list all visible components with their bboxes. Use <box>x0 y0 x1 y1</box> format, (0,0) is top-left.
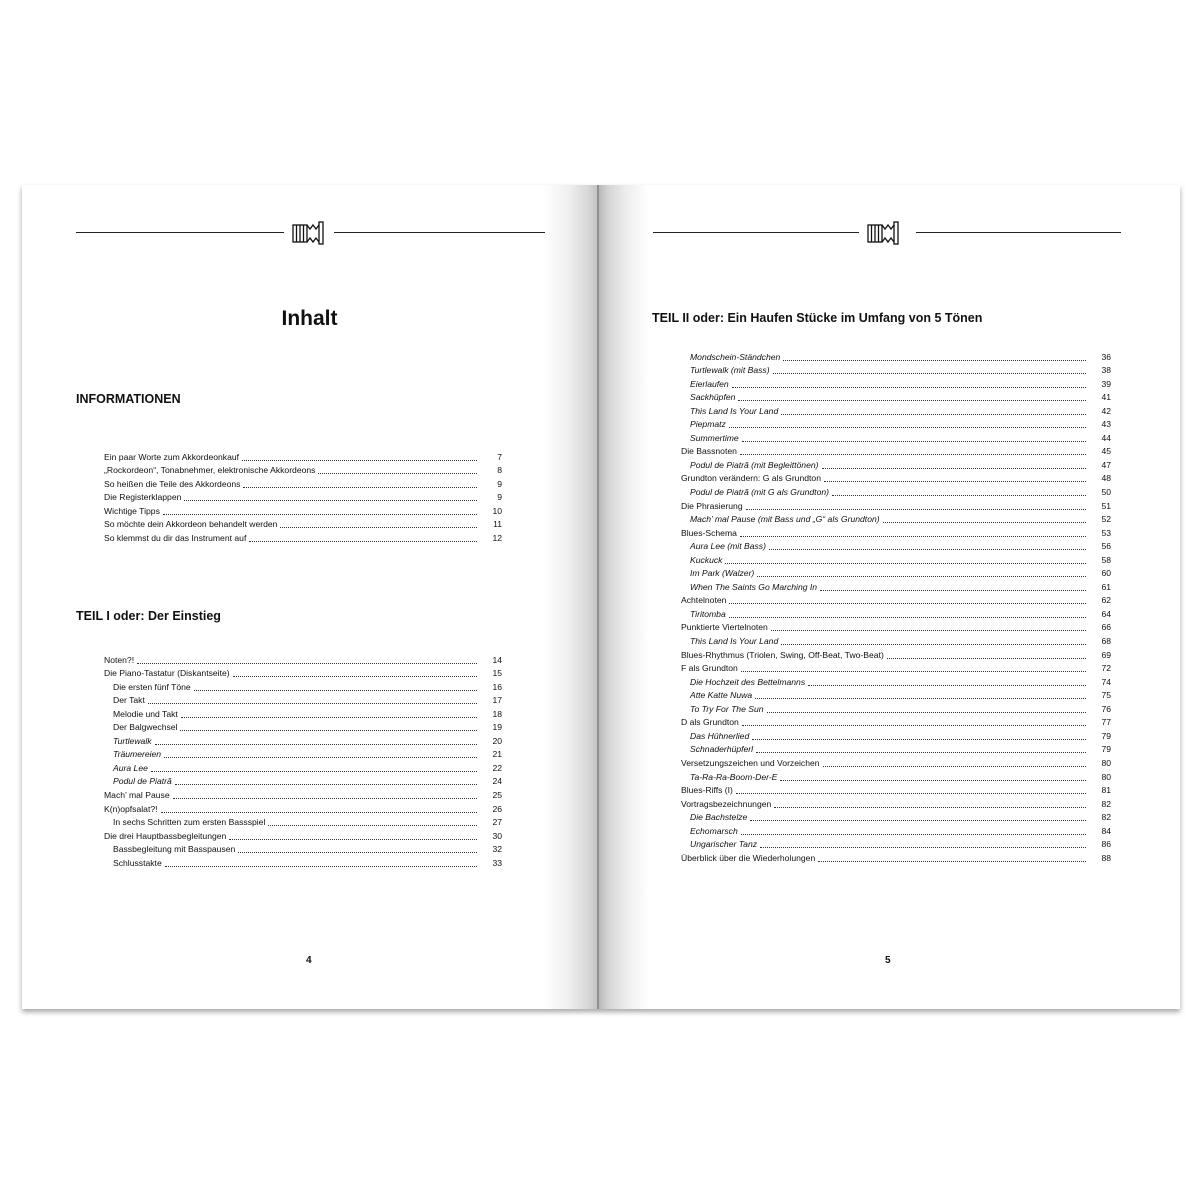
toc-entry <box>681 620 1111 634</box>
toc-entry-title: Podul de Piatră (mit G als Grundton) <box>690 487 829 498</box>
toc-list-teil-2 <box>681 349 1111 864</box>
dot-leader <box>229 839 477 840</box>
toc-entry-page: 76 <box>1101 703 1111 714</box>
dot-leader <box>756 752 1086 753</box>
dot-leader <box>725 563 1086 564</box>
toc-entry-page: 26 <box>492 803 502 814</box>
toc-entry-title: Turtlewalk <box>113 735 152 746</box>
toc-entry <box>104 476 502 490</box>
toc-entry-page: 16 <box>492 681 502 692</box>
toc-entry-page: 8 <box>497 465 502 476</box>
toc-entry-page: 88 <box>1101 852 1111 863</box>
toc-entry-title: Blues-Riffs (I) <box>681 785 733 796</box>
dot-leader <box>752 739 1086 740</box>
toc-entry <box>681 444 1111 458</box>
toc-entry <box>681 430 1111 444</box>
toc-entry-page: 74 <box>1101 676 1111 687</box>
toc-entry-page: 86 <box>1101 839 1111 850</box>
toc-entry <box>681 647 1111 661</box>
toc-entry-title: Überblick über die Wiederholungen <box>681 852 816 863</box>
toc-entry-page: 62 <box>1101 595 1111 606</box>
toc-list-informationen <box>104 449 502 544</box>
section-heading-teil-1: TEIL I oder: Der Einstieg <box>76 609 221 623</box>
toc-entry <box>681 810 1111 824</box>
toc-entry <box>104 666 502 680</box>
toc-entry-title: Blues-Rhythmus (Triolen, Swing, Off-Beat, Two-Beat) <box>681 649 884 660</box>
toc-entry-page: 52 <box>1101 514 1111 525</box>
toc-entry-title: So klemmst du dir das Instrument auf <box>104 532 247 543</box>
dot-leader <box>233 676 477 677</box>
header-rule-left <box>76 232 284 233</box>
toc-entry <box>681 701 1111 715</box>
dot-leader <box>741 834 1086 835</box>
toc-entry <box>104 449 502 463</box>
page-number: 4 <box>306 955 312 966</box>
toc-entry-page: 32 <box>492 844 502 855</box>
dot-leader <box>820 590 1086 591</box>
dot-leader <box>180 730 477 731</box>
toc-entry-page: 44 <box>1101 432 1111 443</box>
accordion-icon <box>290 218 326 248</box>
toc-entry <box>104 517 502 531</box>
toc-entry-page: 11 <box>493 519 502 530</box>
toc-entry <box>681 742 1111 756</box>
right-page <box>599 185 1180 1009</box>
page-title: Inhalt <box>281 307 338 330</box>
toc-entry-title: K(n)opfsalat?! <box>104 803 158 814</box>
toc-entry-title: When The Saints Go Marching In <box>690 581 818 592</box>
toc-entry-title: Mondschein-Ständchen <box>690 351 781 362</box>
toc-entry <box>104 679 502 693</box>
toc-entry <box>681 579 1111 593</box>
dot-leader <box>729 603 1086 604</box>
toc-entry-page: 42 <box>1101 405 1111 416</box>
dot-leader <box>824 481 1086 482</box>
toc-entry-page: 41 <box>1101 392 1111 403</box>
toc-entry-title: Punktierte Viertelnoten <box>681 622 768 633</box>
toc-entry <box>681 390 1111 404</box>
toc-entry <box>104 774 502 788</box>
toc-entry-page: 64 <box>1101 608 1111 619</box>
toc-entry <box>681 539 1111 553</box>
section-heading-informationen: INFORMATIONEN <box>76 392 181 406</box>
toc-entry-title: Schnaderhüpferl <box>690 744 754 755</box>
toc-entry-title: Die Piano-Tastatur (Diskantseite) <box>104 668 230 679</box>
toc-entry-title: Die Registerklappen <box>104 492 182 503</box>
toc-entry-title: Atte Katte Nuwa <box>690 690 753 701</box>
dot-leader <box>738 400 1086 401</box>
toc-entry <box>681 661 1111 675</box>
toc-entry-title: Vortragsbezeichnungen <box>681 798 772 809</box>
toc-entry <box>681 688 1111 702</box>
toc-entry-page: 7 <box>497 451 502 462</box>
toc-entry-page: 9 <box>497 478 502 489</box>
toc-entry-title: Melodie und Takt <box>113 708 178 719</box>
toc-entry-page: 50 <box>1101 487 1111 498</box>
toc-entry-page: 72 <box>1101 663 1111 674</box>
toc-entry-page: 12 <box>492 532 502 543</box>
toc-entry <box>104 706 502 720</box>
dot-leader <box>184 500 477 501</box>
toc-entry-title: Ein paar Worte zum Akkordeonkauf <box>104 451 240 462</box>
toc-entry-page: 81 <box>1101 785 1111 796</box>
dot-leader <box>165 866 477 867</box>
toc-entry <box>681 403 1111 417</box>
toc-entry <box>681 471 1111 485</box>
toc-entry-title: Mach’ mal Pause <box>104 790 170 801</box>
dot-leader <box>823 766 1086 767</box>
toc-entry-title: Kuckuck <box>690 554 723 565</box>
toc-entry-page: 17 <box>492 695 502 706</box>
toc-entry-title: Die Phrasierung <box>681 500 743 511</box>
dot-leader <box>243 487 477 488</box>
toc-entry-title: Tiritomba <box>690 608 726 619</box>
dot-leader <box>818 861 1086 862</box>
toc-entry <box>681 769 1111 783</box>
dot-leader <box>771 630 1086 631</box>
toc-entry <box>681 498 1111 512</box>
toc-entry <box>104 463 502 477</box>
toc-entry-page: 18 <box>492 708 502 719</box>
toc-entry-page: 24 <box>492 776 502 787</box>
toc-entry-page: 69 <box>1101 649 1111 660</box>
toc-entry <box>104 760 502 774</box>
accordion-icon <box>865 218 901 248</box>
toc-entry-title: Turtlewalk (mit Bass) <box>690 365 770 376</box>
dot-leader <box>767 712 1086 713</box>
toc-entry-title: Die Bachstelze <box>690 812 748 823</box>
toc-entry-page: 47 <box>1101 459 1111 470</box>
dot-leader <box>780 780 1086 781</box>
toc-entry <box>104 787 502 801</box>
toc-entry-page: 82 <box>1101 812 1111 823</box>
toc-entry-page: 38 <box>1101 365 1111 376</box>
toc-entry <box>104 828 502 842</box>
dot-leader <box>774 807 1086 808</box>
toc-entry-page: 19 <box>492 722 502 733</box>
toc-entry <box>681 417 1111 431</box>
toc-entry <box>681 457 1111 471</box>
toc-entry <box>681 512 1111 526</box>
dot-leader <box>783 360 1086 361</box>
toc-entry <box>104 530 502 544</box>
dot-leader <box>151 771 477 772</box>
toc-entry-title: Der Takt <box>113 695 145 706</box>
toc-entry <box>681 715 1111 729</box>
toc-entry-title: This Land Is Your Land <box>690 405 779 416</box>
toc-entry-page: 36 <box>1101 351 1111 362</box>
toc-entry <box>104 503 502 517</box>
toc-entry-page: 33 <box>492 857 502 868</box>
toc-entry-page: 80 <box>1101 757 1111 768</box>
toc-entry-title: Noten?! <box>104 654 135 665</box>
dot-leader <box>781 644 1086 645</box>
dot-leader <box>249 541 477 542</box>
header-rule-left <box>653 232 859 233</box>
toc-entry <box>681 837 1111 851</box>
toc-entry <box>104 801 502 815</box>
dot-leader <box>194 690 477 691</box>
dot-leader <box>161 812 477 813</box>
toc-entry <box>681 728 1111 742</box>
toc-entry-page: 15 <box>492 668 502 679</box>
toc-entry <box>681 363 1111 377</box>
toc-entry <box>104 842 502 856</box>
toc-entry-title: Achtelnoten <box>681 595 727 606</box>
dot-leader <box>736 793 1086 794</box>
toc-entry-title: Mach’ mal Pause (mit Bass und „G“ als Grundton) <box>690 514 880 525</box>
toc-entry-page: 27 <box>492 817 502 828</box>
dot-leader <box>781 414 1086 415</box>
dot-leader <box>242 460 477 461</box>
toc-entry-title: Das Hühnerlied <box>690 730 750 741</box>
toc-entry-title: F als Grundton <box>681 663 738 674</box>
toc-entry-title: Träumereien <box>113 749 162 760</box>
dot-leader <box>746 509 1086 510</box>
dot-leader <box>741 671 1086 672</box>
toc-entry-page: 45 <box>1101 446 1111 457</box>
dot-leader <box>822 468 1087 469</box>
toc-entry-title: Die Bassnoten <box>681 446 737 457</box>
toc-entry-page: 48 <box>1101 473 1111 484</box>
toc-entry <box>681 349 1111 363</box>
dot-leader <box>173 798 477 799</box>
toc-entry-title: Eierlaufen <box>690 378 729 389</box>
dot-leader <box>832 495 1086 496</box>
header-rule-right <box>916 232 1121 233</box>
toc-entry-page: 53 <box>1101 527 1111 538</box>
toc-entry-title: Ta-Ra-Ra-Boom-Der-E <box>690 771 778 782</box>
left-page <box>22 185 597 1009</box>
toc-entry <box>681 376 1111 390</box>
dot-leader <box>742 725 1086 726</box>
toc-entry-title: So möchte dein Akkordeon behandelt werden <box>104 519 278 530</box>
toc-entry <box>681 552 1111 566</box>
toc-entry <box>681 633 1111 647</box>
header-rule-right <box>334 232 545 233</box>
dot-leader <box>740 454 1086 455</box>
toc-entry-title: Die drei Hauptbassbegleitungen <box>104 830 227 841</box>
toc-entry <box>104 490 502 504</box>
toc-entry-page: 39 <box>1101 378 1111 389</box>
toc-entry-page: 82 <box>1101 798 1111 809</box>
toc-entry <box>681 593 1111 607</box>
toc-entry <box>104 733 502 747</box>
toc-entry-page: 21 <box>492 749 502 760</box>
toc-entry-page: 58 <box>1101 554 1111 565</box>
dot-leader <box>732 387 1086 388</box>
dot-leader <box>148 703 477 704</box>
toc-entry-title: Echomarsch <box>690 825 738 836</box>
toc-entry <box>681 606 1111 620</box>
dot-leader <box>137 663 477 664</box>
toc-entry-title: This Land Is Your Land <box>690 636 779 647</box>
toc-entry-title: To Try For The Sun <box>690 703 764 714</box>
toc-entry-title: Aura Lee (mit Bass) <box>690 541 766 552</box>
toc-entry-title: Podul de Piatră (mit Begleittönen) <box>690 459 819 470</box>
toc-entry-page: 79 <box>1101 744 1111 755</box>
toc-entry-page: 80 <box>1101 771 1111 782</box>
toc-entry-page: 10 <box>492 505 502 516</box>
toc-entry-title: Sackhüpfen <box>690 392 736 403</box>
toc-entry-page: 61 <box>1101 581 1111 592</box>
toc-entry <box>104 693 502 707</box>
section-heading-teil-2: TEIL II oder: Ein Haufen Stücke im Umfang von 5 Tönen <box>652 311 983 325</box>
dot-leader <box>887 658 1086 659</box>
dot-leader <box>729 427 1086 428</box>
dot-leader <box>760 847 1086 848</box>
dot-leader <box>808 685 1086 686</box>
toc-entry-page: 43 <box>1101 419 1111 430</box>
toc-entry <box>681 783 1111 797</box>
dot-leader <box>750 820 1086 821</box>
toc-entry <box>681 823 1111 837</box>
toc-entry-page: 60 <box>1101 568 1111 579</box>
toc-entry <box>681 796 1111 810</box>
toc-entry-title: Die ersten fünf Töne <box>113 681 191 692</box>
toc-entry <box>681 484 1111 498</box>
toc-entry-page: 22 <box>492 762 502 773</box>
toc-entry-page: 9 <box>497 492 502 503</box>
toc-entry-page: 56 <box>1101 541 1111 552</box>
toc-entry-page: 66 <box>1101 622 1111 633</box>
toc-entry <box>681 755 1111 769</box>
page-number: 5 <box>885 955 891 966</box>
toc-entry <box>104 815 502 829</box>
dot-leader <box>163 514 477 515</box>
dot-leader <box>773 373 1086 374</box>
dot-leader <box>175 784 477 785</box>
toc-entry <box>104 652 502 666</box>
dot-leader <box>755 698 1086 699</box>
toc-entry-title: „Rockordeon“, Tonabnehmer, elektronische Akkordeons <box>104 465 316 476</box>
toc-entry <box>104 855 502 869</box>
toc-entry-title: Blues-Schema <box>681 527 737 538</box>
dot-leader <box>280 527 477 528</box>
toc-entry-title: Ungarischer Tanz <box>690 839 758 850</box>
toc-entry <box>681 525 1111 539</box>
toc-entry-title: Piepmatz <box>690 419 726 430</box>
toc-entry-page: 84 <box>1101 825 1111 836</box>
dot-leader <box>164 757 477 758</box>
dot-leader <box>181 717 477 718</box>
dot-leader <box>757 576 1086 577</box>
toc-entry-title: Wichtige Tipps <box>104 505 160 516</box>
toc-entry-title: So heißen die Teile des Akkordeons <box>104 478 241 489</box>
toc-entry-title: In sechs Schritten zum ersten Bassspiel <box>113 817 266 828</box>
dot-leader <box>268 825 477 826</box>
toc-entry-title: Schlusstakte <box>113 857 162 868</box>
toc-entry-title: Grundton verändern: G als Grundton <box>681 473 821 484</box>
dot-leader <box>740 536 1086 537</box>
dot-leader <box>883 522 1086 523</box>
toc-list-teil-1 <box>104 652 502 869</box>
toc-entry-title: Summertime <box>690 432 739 443</box>
dot-leader <box>729 617 1086 618</box>
toc-entry <box>681 674 1111 688</box>
open-book <box>22 185 1180 1009</box>
toc-entry <box>104 720 502 734</box>
toc-entry-page: 68 <box>1101 636 1111 647</box>
dot-leader <box>155 744 477 745</box>
toc-entry-page: 25 <box>492 790 502 801</box>
toc-entry-page: 20 <box>492 735 502 746</box>
toc-entry-title: Aura Lee <box>113 762 148 773</box>
toc-entry <box>681 566 1111 580</box>
toc-entry-page: 77 <box>1101 717 1111 728</box>
toc-entry-title: Die Hochzeit des Bettelmanns <box>690 676 806 687</box>
dot-leader <box>742 441 1086 442</box>
toc-entry-title: Versetzungszeichen und Vorzeichen <box>681 757 820 768</box>
toc-entry-page: 30 <box>492 830 502 841</box>
toc-entry <box>681 850 1111 864</box>
toc-entry-title: Bassbegleitung mit Basspausen <box>113 844 236 855</box>
toc-entry-page: 51 <box>1101 500 1111 511</box>
dot-leader <box>769 549 1086 550</box>
toc-entry-title: Im Park (Walzer) <box>690 568 755 579</box>
dot-leader <box>318 473 477 474</box>
toc-entry-page: 75 <box>1101 690 1111 701</box>
toc-entry-title: D als Grundton <box>681 717 739 728</box>
toc-entry-page: 14 <box>492 654 502 665</box>
toc-entry-title: Der Balgwechsel <box>113 722 178 733</box>
dot-leader <box>238 852 477 853</box>
toc-entry-title: Podul de Piatră <box>113 776 172 787</box>
toc-entry-page: 79 <box>1101 730 1111 741</box>
toc-entry <box>104 747 502 761</box>
